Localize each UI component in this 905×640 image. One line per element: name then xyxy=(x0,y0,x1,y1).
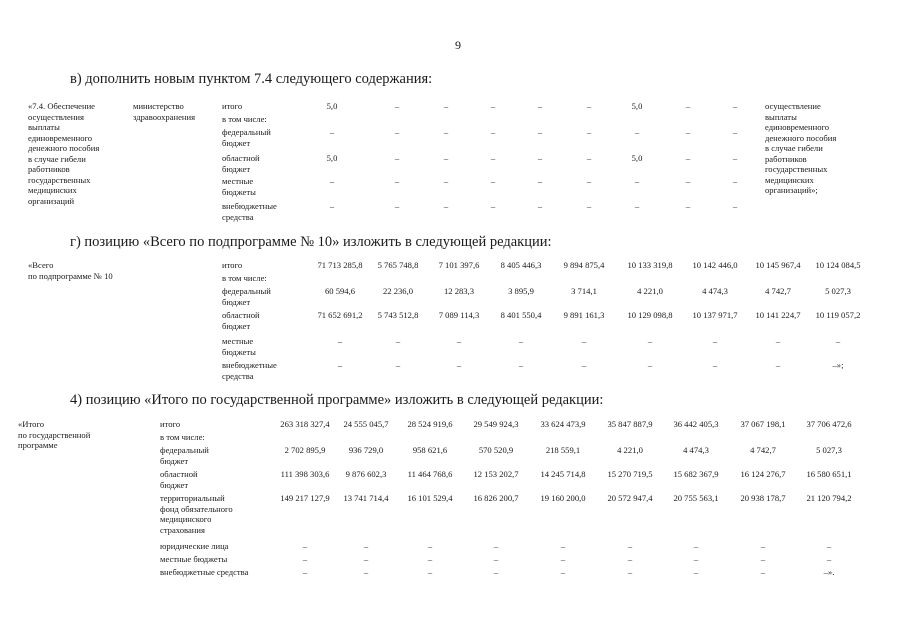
table-cell-value: 5 743 512,8 xyxy=(377,310,419,320)
table-cell-value: 4 474,3 xyxy=(683,445,709,455)
position-name-line: программе xyxy=(18,440,58,450)
table-cell-value: 5,0 xyxy=(326,101,338,111)
table-cell-value: 11 464 768,6 xyxy=(407,469,453,479)
funding-source-label: страхования xyxy=(160,524,205,535)
table-cell-value: 218 559,1 xyxy=(545,445,581,455)
table-cell-value: – xyxy=(490,153,496,163)
table-cell-value: – xyxy=(490,101,496,111)
position-name-line: «Итого xyxy=(18,419,45,429)
table-cell-value: – xyxy=(634,201,640,211)
table-cell-value: 3 714,1 xyxy=(571,286,597,296)
expected-result-line: государственных xyxy=(765,164,828,174)
measure-name-line: организаций xyxy=(28,195,75,206)
expected-result-line: в случае гибели xyxy=(765,143,823,153)
funding-source-label: бюджет xyxy=(160,455,189,466)
table-cell-value: 2 702 895,9 xyxy=(284,445,326,455)
table-cell-value: 4 221,0 xyxy=(617,445,643,455)
measure-name-line: медицинских xyxy=(28,185,77,195)
table-cell-value: – xyxy=(443,101,449,111)
funding-source-label: в том числе: xyxy=(160,432,205,442)
measure-name-line: «7.4. Обеспечение xyxy=(28,101,95,111)
table-cell-value: 15 682 367,9 xyxy=(673,469,719,479)
table-cell-value: 16 124 276,7 xyxy=(740,469,786,479)
expected-result-line: единовременного xyxy=(765,122,830,132)
table-cell-value: – xyxy=(627,541,633,551)
table-cell-value: 5 027,3 xyxy=(825,286,851,296)
table-cell-value: 570 520,9 xyxy=(478,445,514,455)
table-cell-value: – xyxy=(732,127,738,137)
table-cell-value: 60 594,6 xyxy=(324,286,356,296)
measure-name-line: государственных xyxy=(28,174,91,185)
table-cell-value: 8 405 446,3 xyxy=(500,260,542,270)
funding-source-label: внебюджетные xyxy=(222,201,277,211)
table-cell-value: 3 895,9 xyxy=(508,286,534,296)
funding-source-label: итого xyxy=(222,260,243,270)
table-cell-value: 16 826 200,7 xyxy=(473,493,519,503)
table-cell-value: – xyxy=(760,567,766,577)
measure-name-line: выплаты xyxy=(28,122,60,132)
table-cell-value: 10 137 971,7 xyxy=(692,310,738,320)
table-cell-value: – xyxy=(732,101,738,111)
table-cell-value: – xyxy=(493,554,499,564)
table-cell-value: – xyxy=(363,541,369,551)
funding-source-label: бюджеты xyxy=(222,346,256,357)
table-cell-value: – xyxy=(693,567,699,577)
table-cell-value: – xyxy=(329,201,335,211)
table-cell-value: – xyxy=(586,101,592,111)
table-cell-value: – xyxy=(490,176,496,186)
table-cell-value: – xyxy=(394,127,400,137)
funding-source-label: юридические лица xyxy=(160,541,229,551)
expected-result-line: организаций»; xyxy=(765,185,818,195)
table-cell-value: 19 160 200,0 xyxy=(540,493,586,503)
table-cell-value: – xyxy=(537,153,543,163)
table-cell-value: 10 142 446,0 xyxy=(692,260,738,270)
section-v-heading: в) дополнить новым пунктом 7.4 следующего содержания: xyxy=(70,71,433,87)
measure-name-line: осуществления xyxy=(28,111,84,122)
table-cell-value: 24 555 045,7 xyxy=(343,419,389,429)
expected-result-line: осуществление xyxy=(765,101,821,111)
expected-result-line: медицинских xyxy=(765,174,814,185)
table-cell-value: –»; xyxy=(832,360,844,370)
table-cell-value: – xyxy=(647,336,653,346)
table-cell-value: – xyxy=(560,554,566,564)
table-cell-value: 10 124 084,5 xyxy=(815,260,861,270)
table-cell-value: – xyxy=(363,554,369,564)
funding-source-label: в том числе: xyxy=(222,273,267,283)
table-cell-value: – xyxy=(685,101,691,111)
executor-line: здравоохранения xyxy=(133,111,196,122)
table-cell-value: – xyxy=(732,176,738,186)
table-cell-value: 20 755 563,1 xyxy=(673,493,719,503)
table-cell-value: – xyxy=(647,360,653,370)
table-cell-value: 22 236,0 xyxy=(382,286,414,296)
table-cell-value: 5,0 xyxy=(326,153,338,163)
table-cell-value: 15 270 719,5 xyxy=(607,469,653,479)
table-cell-value: – xyxy=(537,127,543,137)
table-cell-value: – xyxy=(775,360,781,370)
table-cell-value: – xyxy=(586,176,592,186)
table-cell-value: – xyxy=(693,554,699,564)
table-cell-value: – xyxy=(395,336,401,346)
table-cell-value: 958 621,6 xyxy=(412,445,448,455)
table-cell-value: – xyxy=(712,360,718,370)
table-cell-value: – xyxy=(518,336,524,346)
table-cell-value: 71 652 691,2 xyxy=(317,310,363,320)
executor-line: министерство xyxy=(133,101,184,111)
table-cell-value: 14 245 714,8 xyxy=(540,469,586,479)
funding-source-label: в том числе: xyxy=(222,114,267,124)
table-cell-value: 12 283,3 xyxy=(443,286,475,296)
table-cell-value: – xyxy=(394,153,400,163)
table-cell-value: – xyxy=(493,541,499,551)
funding-source-label: местные бюджеты xyxy=(160,554,228,564)
table-cell-value: 9 876 602,3 xyxy=(345,469,387,479)
page-number: 9 xyxy=(455,38,461,52)
funding-source-label: бюджет xyxy=(160,479,189,490)
position-name-line: по государственной xyxy=(18,429,91,440)
table-cell-value: 9 894 875,4 xyxy=(563,260,605,270)
measure-name-line: работников xyxy=(28,164,70,174)
funding-source-label: бюджеты xyxy=(222,186,256,197)
table-cell-value: 7 101 397,6 xyxy=(438,260,480,270)
table-cell-value: 9 891 161,3 xyxy=(563,310,605,320)
table-cell-value: 4 742,7 xyxy=(750,445,776,455)
table-cell-value: 8 401 550,4 xyxy=(500,310,542,320)
section-4-heading: 4) позицию «Итого по государственной программе» изложить в следующей редакции: xyxy=(70,392,604,408)
table-cell-value: 263 318 327,4 xyxy=(280,419,330,429)
table-cell-value: – xyxy=(302,541,308,551)
measure-name-line: денежного пособия xyxy=(28,143,100,153)
table-cell-value: – xyxy=(302,554,308,564)
table-cell-value: – xyxy=(337,360,343,370)
table-cell-value: 29 549 924,3 xyxy=(473,419,519,429)
table-cell-value: – xyxy=(493,567,499,577)
table-cell-value: – xyxy=(634,176,640,186)
table-cell-value: 37 706 472,6 xyxy=(806,419,852,429)
table-cell-value: – xyxy=(363,567,369,577)
table-cell-value: 28 524 919,6 xyxy=(407,419,453,429)
table-cell-value: – xyxy=(456,336,462,346)
table-cell-value: – xyxy=(826,554,832,564)
table-cell-value: – xyxy=(627,554,633,564)
table-cell-value: – xyxy=(760,541,766,551)
table-cell-value: 4 221,0 xyxy=(637,286,663,296)
funding-source-label: областной xyxy=(160,469,198,479)
table-cell-value: – xyxy=(634,127,640,137)
table-cell-value: – xyxy=(775,336,781,346)
table-cell-value: 111 398 303,6 xyxy=(280,469,330,479)
table-cell-value: 5 765 748,8 xyxy=(377,260,419,270)
funding-source-label: внебюджетные xyxy=(222,360,277,370)
table-cell-value: 36 442 405,3 xyxy=(673,419,719,429)
table-cell-value: 10 129 098,8 xyxy=(627,310,673,320)
funding-source-label: территориальный xyxy=(160,493,225,503)
table-cell-value: 4 474,3 xyxy=(702,286,728,296)
expected-result-line: денежного пособия xyxy=(765,132,837,143)
table-cell-value: 16 101 529,4 xyxy=(407,493,453,503)
table-cell-value: – xyxy=(581,336,587,346)
table-cell-value: – xyxy=(490,201,496,211)
table-cell-value: – xyxy=(826,541,832,551)
funding-source-label: итого xyxy=(160,419,181,429)
table-cell-value: – xyxy=(537,101,543,111)
table-cell-value: 20 572 947,4 xyxy=(607,493,653,503)
table-cell-value: 71 713 285,8 xyxy=(317,260,363,270)
table-cell-value: 35 847 887,9 xyxy=(607,419,653,429)
table-cell-value: 4 742,7 xyxy=(765,286,791,296)
table-cell-value: – xyxy=(693,541,699,551)
table-cell-value: – xyxy=(337,336,343,346)
table-cell-value: – xyxy=(560,567,566,577)
table-cell-value: – xyxy=(627,567,633,577)
table-cell-value: 10 145 967,4 xyxy=(755,260,801,270)
measure-name-line: в случае гибели xyxy=(28,153,86,164)
table-cell-value: – xyxy=(586,127,592,137)
funding-source-label: бюджет xyxy=(222,296,251,307)
table-cell-value: – xyxy=(427,541,433,551)
table-cell-value: – xyxy=(537,176,543,186)
table-cell-value: 5,0 xyxy=(631,153,643,163)
table-cell-value: – xyxy=(685,176,691,186)
table-cell-value: 21 120 794,2 xyxy=(806,493,852,503)
table-cell-value: 20 938 178,7 xyxy=(740,493,786,503)
funding-source-label: местные xyxy=(222,176,254,186)
table-cell-value: 5,0 xyxy=(631,101,643,111)
expected-result-line: выплаты xyxy=(765,111,797,122)
table-cell-value: – xyxy=(760,554,766,564)
table-cell-value: – xyxy=(456,360,462,370)
position-name-line: по подпрограмме № 10 xyxy=(28,270,113,281)
funding-source-label: средства xyxy=(222,370,254,381)
table-cell-value: – xyxy=(427,567,433,577)
table-cell-value: 37 067 198,1 xyxy=(740,419,786,429)
table-cell-value: 149 217 127,9 xyxy=(280,493,330,503)
table-cell-value: – xyxy=(560,541,566,551)
table-cell-value: – xyxy=(329,176,335,186)
table-cell-value: – xyxy=(518,360,524,370)
table-cell-value: 936 729,0 xyxy=(348,445,384,455)
table-cell-value: – xyxy=(394,101,400,111)
table-cell-value: – xyxy=(712,336,718,346)
funding-source-label: федеральный xyxy=(222,127,271,137)
measure-name-line: единовременного xyxy=(28,132,93,143)
funding-source-label: федеральный xyxy=(160,445,209,455)
table-cell-value: 16 580 651,1 xyxy=(806,469,852,479)
table-cell-value: – xyxy=(329,127,335,137)
table-cell-value: – xyxy=(443,201,449,211)
position-name-line: «Всего xyxy=(28,260,54,270)
table-cell-value: – xyxy=(395,360,401,370)
funding-source-label: фонд обязательного xyxy=(160,503,233,514)
table-cell-value: – xyxy=(732,201,738,211)
table-cell-value: – xyxy=(586,153,592,163)
table-cell-value: – xyxy=(732,153,738,163)
table-cell-value: – xyxy=(685,153,691,163)
table-cell-value: – xyxy=(685,127,691,137)
table-cell-value: 10 141 224,7 xyxy=(755,310,801,320)
table-cell-value: – xyxy=(443,127,449,137)
expected-result-line: работников xyxy=(765,153,807,164)
section-g-heading: г) позицию «Всего по подпрограмме № 10» изложить в следующей редакции: xyxy=(70,234,552,250)
table-cell-value: –». xyxy=(823,567,835,577)
table-cell-value: – xyxy=(490,127,496,137)
funding-source-label: бюджет xyxy=(222,320,251,331)
table-cell-value: – xyxy=(427,554,433,564)
funding-source-label: средства xyxy=(222,211,254,222)
table-cell-value: 10 133 319,8 xyxy=(627,260,673,270)
funding-source-label: бюджет xyxy=(222,137,251,148)
table-cell-value: 10 119 057,2 xyxy=(815,310,861,320)
funding-source-label: итого xyxy=(222,101,243,111)
funding-source-label: внебюджетные средства xyxy=(160,567,249,577)
table-cell-value: – xyxy=(443,153,449,163)
table-cell-value: – xyxy=(443,176,449,186)
table-cell-value: – xyxy=(586,201,592,211)
funding-source-label: федеральный xyxy=(222,286,271,296)
funding-source-label: областной xyxy=(222,153,260,163)
table-cell-value: – xyxy=(835,336,841,346)
funding-source-label: местные xyxy=(222,336,254,346)
table-cell-value: – xyxy=(685,201,691,211)
funding-source-label: медицинского xyxy=(160,514,212,524)
table-cell-value: – xyxy=(394,176,400,186)
funding-source-label: областной xyxy=(222,310,260,320)
table-cell-value: – xyxy=(302,567,308,577)
table-cell-value: 13 741 714,4 xyxy=(343,493,389,503)
table-cell-value: 5 027,3 xyxy=(816,445,842,455)
table-cell-value: 7 089 114,3 xyxy=(438,310,480,320)
table-cell-value: – xyxy=(581,360,587,370)
table-cell-value: – xyxy=(537,201,543,211)
funding-source-label: бюджет xyxy=(222,163,251,174)
table-cell-value: 12 153 202,7 xyxy=(473,469,519,479)
table-cell-value: 33 624 473,9 xyxy=(540,419,586,429)
table-cell-value: – xyxy=(394,201,400,211)
